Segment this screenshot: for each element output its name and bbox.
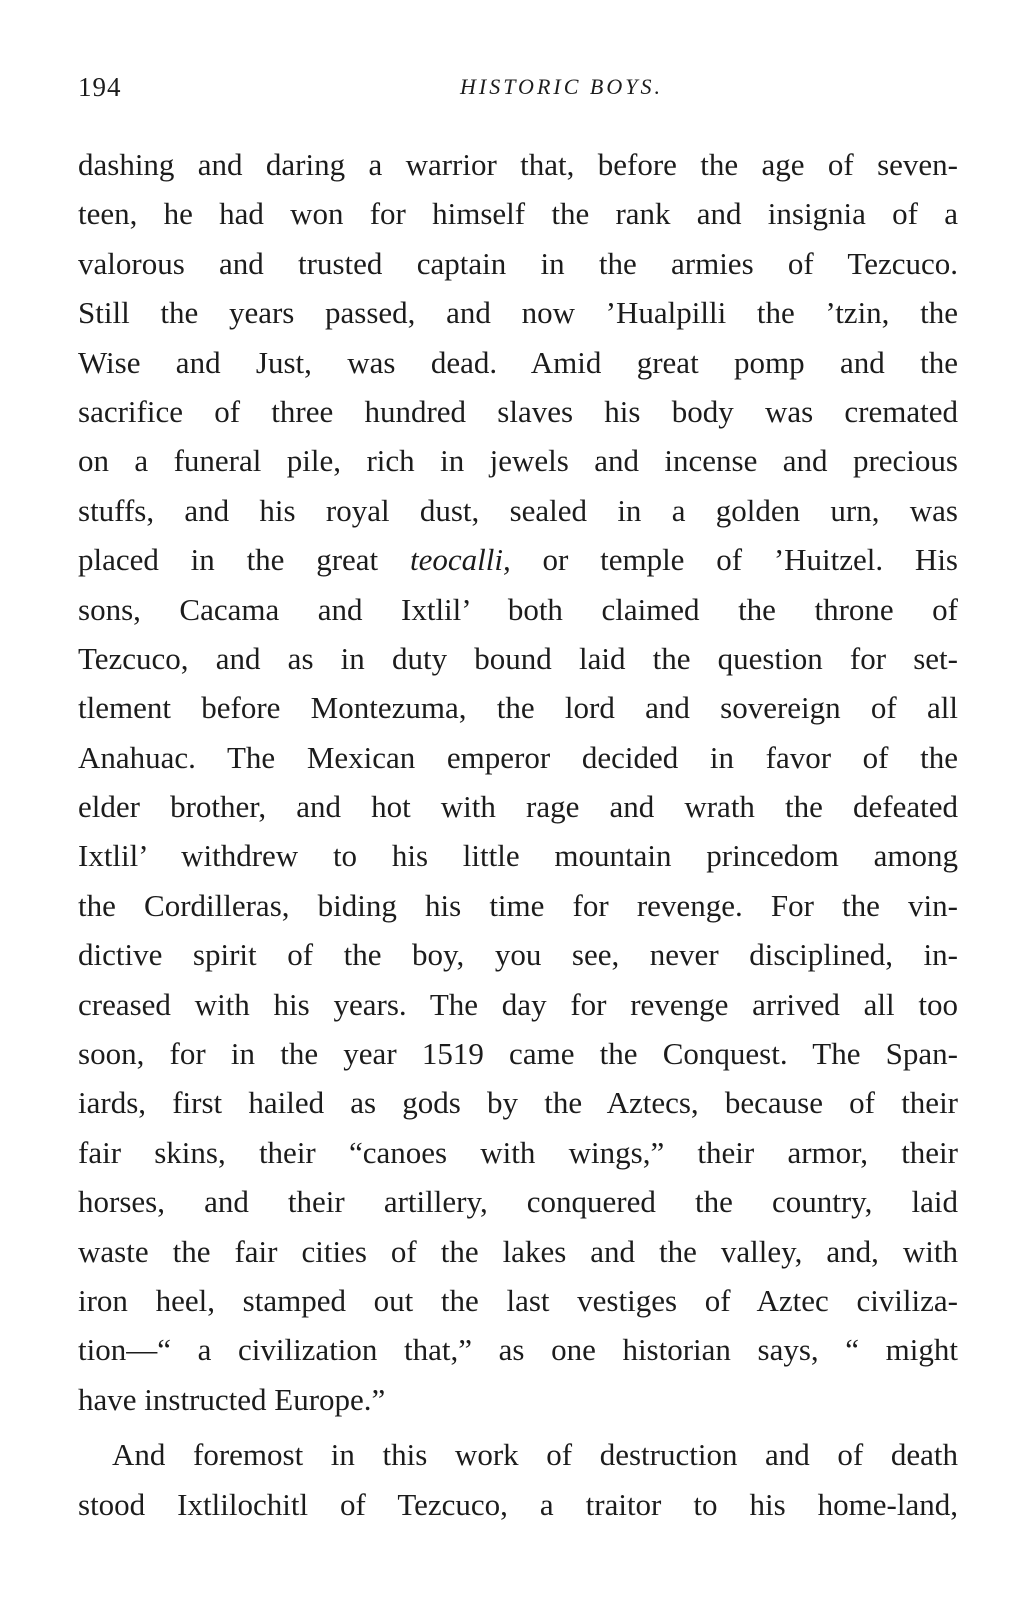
paragraph-1 — [78, 140, 958, 1424]
text-line: the Cordilleras, biding his time for revenge. For the vin- — [78, 887, 958, 923]
text-line: Wise and Just, was dead. Amid great pomp and the — [78, 344, 958, 380]
text-line: horses, and their artillery, conquered the country, laid — [78, 1184, 958, 1220]
text-line: on a funeral pile, rich in jewels and incense and precious — [78, 443, 958, 479]
text-line: Still the years passed, and now ’Hualpilli the ’tzin, the — [78, 295, 958, 331]
text-line: waste the fair cities of the lakes and the valley, and, with — [78, 1233, 958, 1269]
text-line: Anahuac. The Mexican emperor decided in favor of the — [78, 739, 958, 775]
text-line: teen, he had won for himself the rank and insignia of a — [78, 196, 958, 232]
text-line: have instructed Europe.” — [78, 1381, 386, 1417]
text-line: And foremost in this work of destruction and of death — [112, 1437, 958, 1473]
text-line: sacrifice of three hundred slaves his body was cremated — [78, 393, 958, 429]
text-line: tlement before Montezuma, the lord and sovereign of all — [78, 690, 958, 726]
text-line: soon, for in the year 1519 came the Conquest. The Span- — [78, 1036, 958, 1072]
page-header — [78, 72, 958, 112]
italic-term: teocalli, — [409, 542, 511, 578]
text-line: valorous and trusted captain in the armies of Tezcuco. — [78, 245, 958, 281]
text-line: dictive spirit of the boy, you see, never disciplined, in- — [78, 937, 958, 973]
text-line-start: placed in the great — [78, 542, 410, 578]
text-line: iards, first hailed as gods by the Aztecs, because of their — [78, 1085, 958, 1121]
text-line: creased with his years. The day for revenge arrived all too — [78, 986, 958, 1022]
text-line: elder brother, and hot with rage and wrath the defeated — [78, 789, 958, 825]
page-number: 194 — [78, 72, 122, 102]
text-line: iron heel, stamped out the last vestiges of Aztec civiliza- — [78, 1282, 958, 1318]
text-line — [78, 535, 958, 584]
paragraph-2 — [78, 1430, 958, 1529]
text-line: Tezcuco, and as in duty bound laid the question for set- — [78, 640, 958, 676]
text-line: Ixtlil’ withdrew to his little mountain princedom among — [78, 838, 958, 874]
text-line-end: or temple of ’Huitzel. His — [510, 542, 958, 578]
text-line: tion—“ a civilization that,” as one historian says, “ might — [78, 1332, 958, 1368]
text-line: stood Ixtlilochitl of Tezcuco, a traitor to his home-land, — [78, 1486, 958, 1522]
running-head: HISTORIC BOYS. — [460, 74, 663, 99]
text-line: dashing and daring a warrior that, before the age of seven- — [78, 147, 958, 182]
text-line: sons, Cacama and Ixtlil’ both claimed the throne of — [78, 591, 958, 627]
text-line: stuffs, and his royal dust, sealed in a golden urn, was — [78, 492, 958, 528]
body-text — [78, 140, 958, 1529]
text-line: fair skins, their “canoes with wings,” their armor, their — [78, 1134, 958, 1170]
